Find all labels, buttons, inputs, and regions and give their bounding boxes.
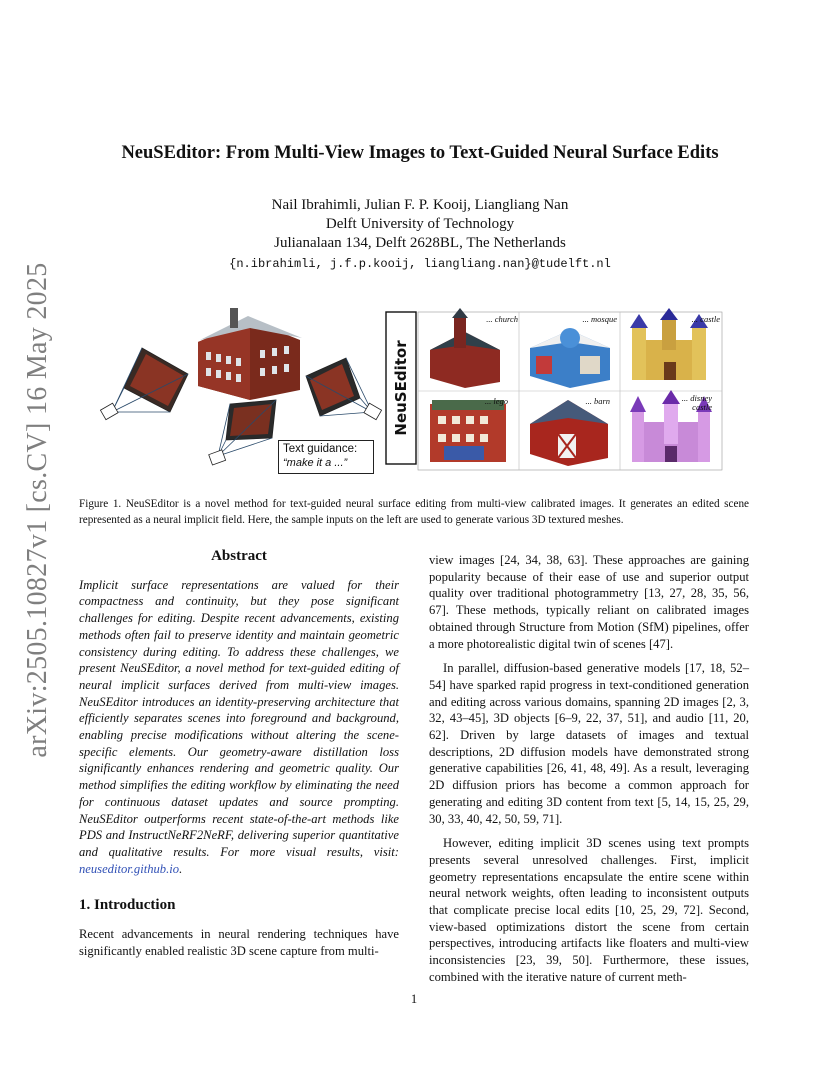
tile-label-barn: ... barn bbox=[585, 396, 610, 406]
abstract-heading: Abstract bbox=[211, 548, 267, 564]
left-column bbox=[79, 548, 399, 959]
intro-paragraph-2: In parallel, diffusion-based generative models [17, 18, 52–54] have sparked rapid progress in text-conditioned generation and editing across various domains, spanning 2D images [2, 3, 32, 43–45], 3D objects [6–9, 22, 37, 51], and audio [11, 20, 62]. Driven by large datasets of images and textual descriptions, 2D diffusion models have demonstrated strong generative capabilities [26, 41, 48, 49]. As a result, leveraging 2D diffusion priors has become a common approach for generating and editing 3D content from text [5, 14, 15, 25, 29, 30, 33, 40, 42, 50, 59, 71]. bbox=[429, 661, 749, 826]
page-number: 1 bbox=[410, 992, 418, 1006]
project-link[interactable]: neuseditor.github.io bbox=[79, 861, 180, 876]
intro-paragraph-3: However, editing implicit 3D scenes using text prompts presents several unresolved challenges. First, implicit geometry representations encapsulate the entire scene within neural network weights, often leading to inconsistent outputs that complicate precise local edits [10, 25, 29, 72]. Second, view-based optimizations distort the scene from certain perspectives, introducing artifacts like floaters and multi-view inconsistencies [23, 39, 50]. Furthermore, these issues, combined with the iterative nature of current meth- bbox=[429, 836, 749, 984]
intro-paragraph-1-continued: view images [24, 34, 38, 63]. These approaches are gaining popularity because of their ease of use and superior output quality over traditional photogrammetry [13, 27, 28, 35, 56, 67]. These methods, typically reliant on calibrated images obtained through Structure from Motion (SfM) pipelines, offer a more photorealistic digital twin of scenes [47]. bbox=[429, 553, 749, 651]
abstract-body: Implicit surface representations are valued for their compactness and continuity, but they pose significant challenges for editing. Despite recent advancements, existing methods often fail to preserve identity and maintain geometric consistency during editing. To address these challenges, we present NeuSEditor, a novel method for text-guided editing of neural implicit surfaces derived from multi-view images. NeuSEditor introduces an identity-preserving architecture that efficiently separates scenes into foreground and background, enabling precise modifications without altering the scene-specific elements. Our geometry-aware distillation loss significantly enhances rendering and geometric quality. Our method simplifies the editing workflow by eliminating the need for continuous dataset updates and source prompting. NeuSEditor outperforms recent state-of-the-art methods like PDS and InstructNeRF2NeRF, delivering superior quantitative and qualitative results. For more visual results, visit: neuseditor.github.io. bbox=[79, 577, 399, 876]
camera-left-view bbox=[100, 348, 188, 420]
text-guidance-prompt: “make it a ...” bbox=[283, 457, 348, 469]
camera-bottom-view bbox=[209, 400, 276, 465]
arxiv-identifier bbox=[18, 262, 58, 758]
author-emails: {n.ibrahimli, j.f.p.kooij, liangliang.nan}@tudelft.nl bbox=[229, 257, 611, 271]
address: Julianalaan 134, Delft 2628BL, The Netherlands bbox=[274, 235, 566, 251]
tile-label-disney-castle: ... disney castle bbox=[681, 393, 712, 412]
author-list: Nail Ibrahimli, Julian F. P. Kooij, Liangliang Nan bbox=[271, 197, 569, 213]
tile-label-church: ... church bbox=[486, 314, 518, 324]
text-guidance-title: Text guidance: bbox=[283, 443, 358, 455]
result-lego bbox=[430, 400, 506, 462]
tile-label-lego: ... lego bbox=[484, 396, 508, 406]
intro-paragraph-1: Recent advancements in neural rendering techniques have significantly enabled realistic 3D scene capture from multi- bbox=[79, 927, 399, 958]
tile-label-mosque: ... mosque bbox=[582, 314, 617, 324]
method-label: NeuSEditor bbox=[392, 340, 410, 436]
affiliation: Delft University of Technology bbox=[325, 216, 515, 232]
paper-title: NeuSEditor: From Multi-View Images to Text-Guided Neural Surface Edits bbox=[121, 143, 719, 163]
figure-caption: Figure 1. NeuSEditor is a novel method for text-guided neural surface editing from multi-view calibrated images. It generates an edited scene represented as a neural implicit field. Here, the sample inputs on the left are used to generate various 3D textured meshes. bbox=[79, 498, 749, 526]
text-guidance-box bbox=[278, 440, 374, 474]
camera-right-view bbox=[306, 358, 382, 420]
input-scene-building bbox=[198, 308, 302, 400]
section-heading-introduction: 1. Introduction bbox=[79, 897, 176, 914]
teaser-figure bbox=[80, 300, 730, 480]
tile-label-castle: ... castle bbox=[691, 314, 720, 324]
right-column bbox=[429, 552, 749, 986]
arxiv-identifier-text: arXiv:2505.10827v1 [cs.CV] 16 May 2025 bbox=[22, 262, 53, 758]
